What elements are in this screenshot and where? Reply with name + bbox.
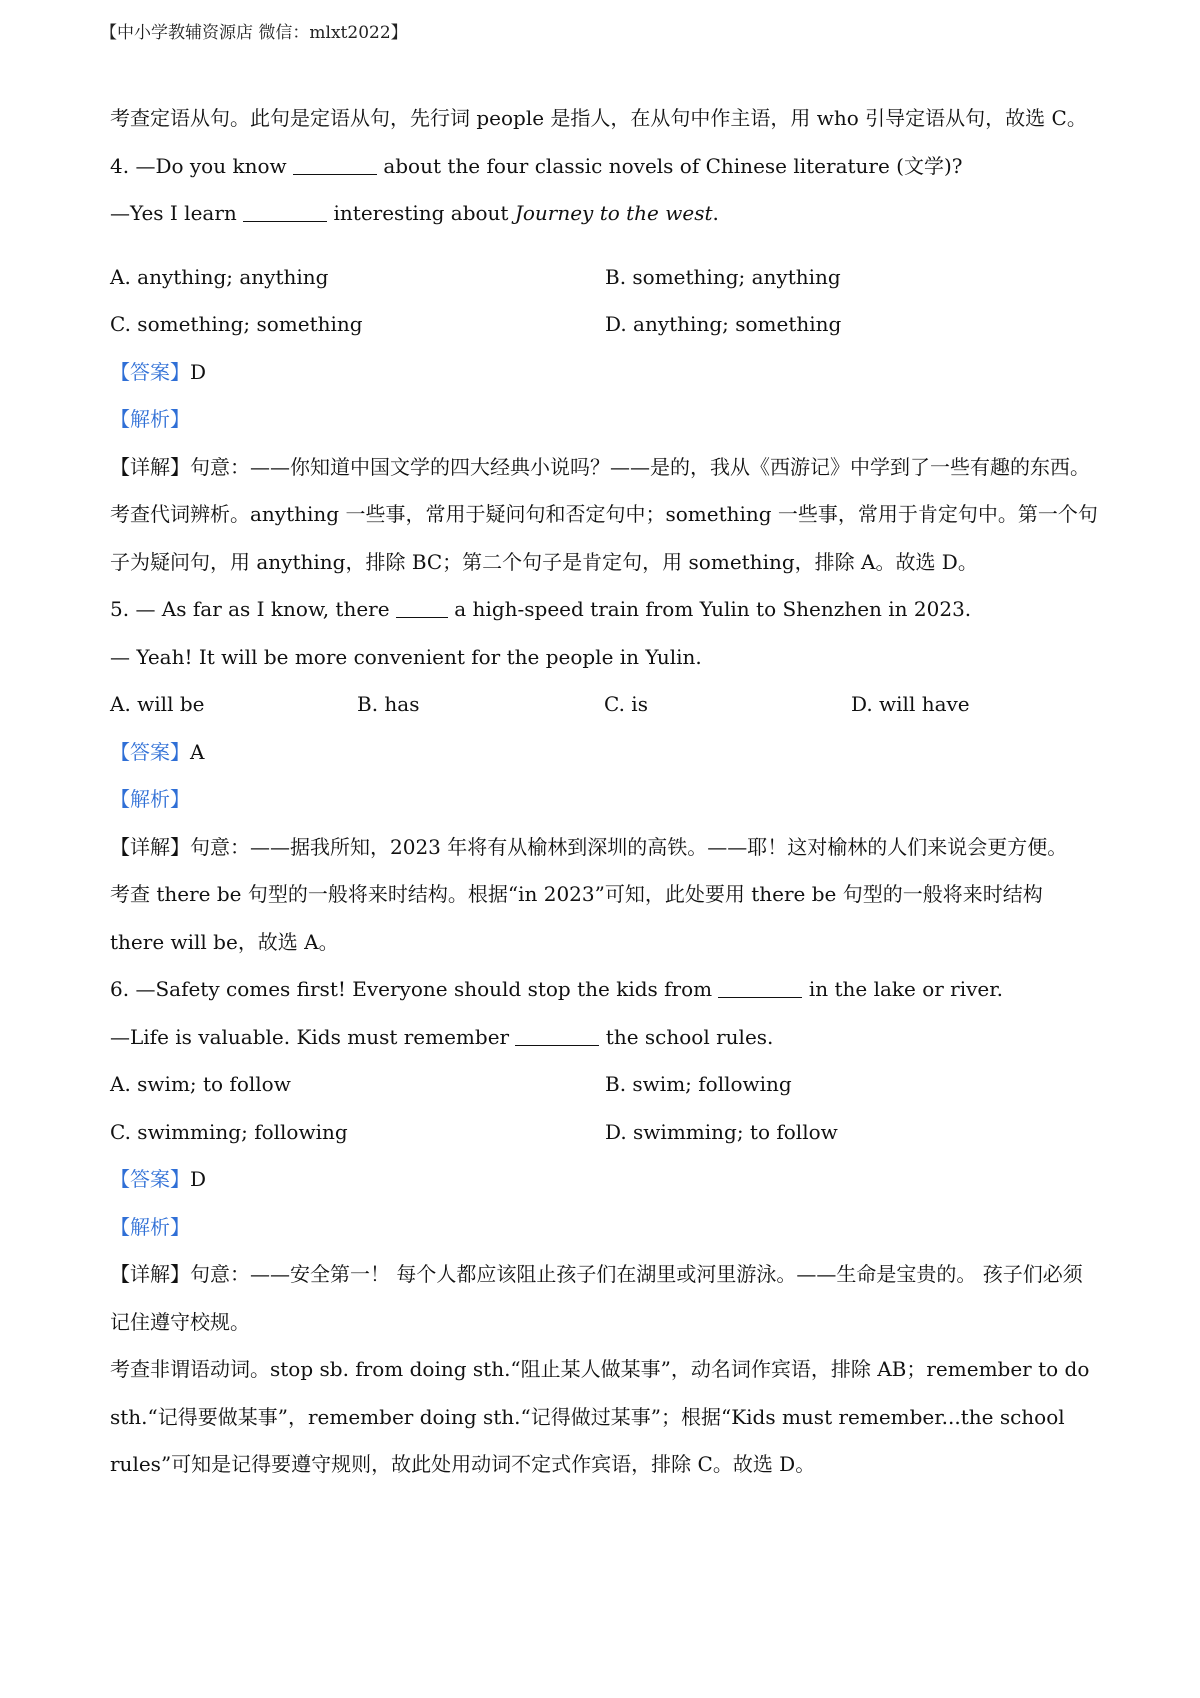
q4-answer: 【答案】D [110, 359, 207, 384]
q6-answer: 【答案】D [110, 1167, 207, 1191]
q4-line2: —Yes I learn interesting about Journey to the west. [110, 201, 719, 225]
q4-option-d: D. anything; something [605, 312, 842, 336]
blank [396, 597, 448, 618]
q6-explanation: 考查非谓语动词。stop sb. from doing sth.“阻止某人做某事”，动名词作宾语，排除 AB；remember to do sth.“记得要做某事”，remember doing sth.“记得做过某事”；根据“Kids must remember...the school rules”可知是记得要遵守规则，故此处用动词不定式作宾语，排除 C。故选 D。 [110, 1357, 1090, 1476]
q4-line1: 4. —Do you know about the four classic novels of Chinese literature (文学)? [110, 153, 963, 178]
q6-option-c: C. swimming; following [110, 1119, 348, 1144]
q6-options-row1 [110, 1061, 1100, 1109]
blank [718, 977, 802, 998]
q5-options [110, 681, 1100, 729]
q4-option-c: C. something; something [110, 312, 363, 336]
q6-line2: —Life is valuable. Kids must remember the school rules. [110, 1024, 774, 1049]
q5-option-a: A. will be [110, 692, 205, 716]
q5-line1: 5. — As far as I know, there a high-speed train from Yulin to Shenzhen in 2023. [110, 597, 972, 621]
q4-options-row1 [110, 254, 1100, 302]
q6-analysis-label: 【解析】 [110, 1214, 190, 1239]
q5-option-b: B. has [357, 692, 420, 716]
q6-option-a: A. swim; to follow [110, 1072, 291, 1096]
q4-explanation: 考查代词辨析。anything 一些事，常用于疑问句和否定句中；something 一些事，常用于肯定句中。第一个句子为疑问句，用 anything，排除 BC；第二个句子是肯定句，用 something，排除 A。故选 D。 [110, 502, 1098, 574]
q6-option-b: B. swim; following [605, 1072, 792, 1096]
q5-line2: — Yeah! It will be more convenient for the people in Yulin. [110, 644, 702, 669]
q4-option-b: B. something; anything [605, 264, 841, 289]
q5-detail: 【详解】句意：——据我所知，2023 年将有从榆林到深圳的高铁。——耶！这对榆林的人们来说会更方便。 [110, 834, 1068, 859]
q6-options-row2 [110, 1109, 1100, 1157]
q5-option-c: C. is [604, 692, 648, 716]
q6-line1: 6. —Safety comes first! Everyone should stop the kids from in the lake or river. [110, 977, 1003, 1001]
blank [515, 1025, 599, 1046]
q4-option-a: A. anything; anything [110, 264, 329, 289]
q6-detail: 【详解】句意：——安全第一！ 每个人都应该阻止孩子们在湖里或河里游泳。——生命是宝贵的。 孩子们必须记住遵守校规。 [110, 1262, 1083, 1334]
q5-answer: 【答案】A [110, 739, 205, 764]
q6-option-d: D. swimming; to follow [605, 1119, 838, 1144]
q5-option-d: D. will have [851, 692, 970, 716]
page-header: 【中小学教辅资源店 微信：mlxt2022】 [100, 23, 408, 43]
blank [293, 154, 377, 175]
q5-analysis-label: 【解析】 [110, 787, 190, 811]
q5-explanation: 考查 there be 句型的一般将来时结构。根据“in 2023”可知，此处要用 there be 句型的一般将来时结构 there will be，故选 A。 [110, 882, 1043, 954]
q4-analysis-label: 【解析】 [110, 407, 190, 431]
q4-options-row2 [110, 301, 1100, 349]
document-body [110, 95, 1100, 1489]
q4-detail: 【详解】句意：——你知道中国文学的四大经典小说吗？——是的，我从《西游记》中学到了一些有趣的东西。 [110, 454, 1090, 479]
prev-explanation: 考查定语从句。此句是定语从句，先行词 people 是指人，在从句中作主语，用 who 引导定语从句，故选 C。 [110, 106, 1087, 130]
blank [243, 201, 327, 222]
